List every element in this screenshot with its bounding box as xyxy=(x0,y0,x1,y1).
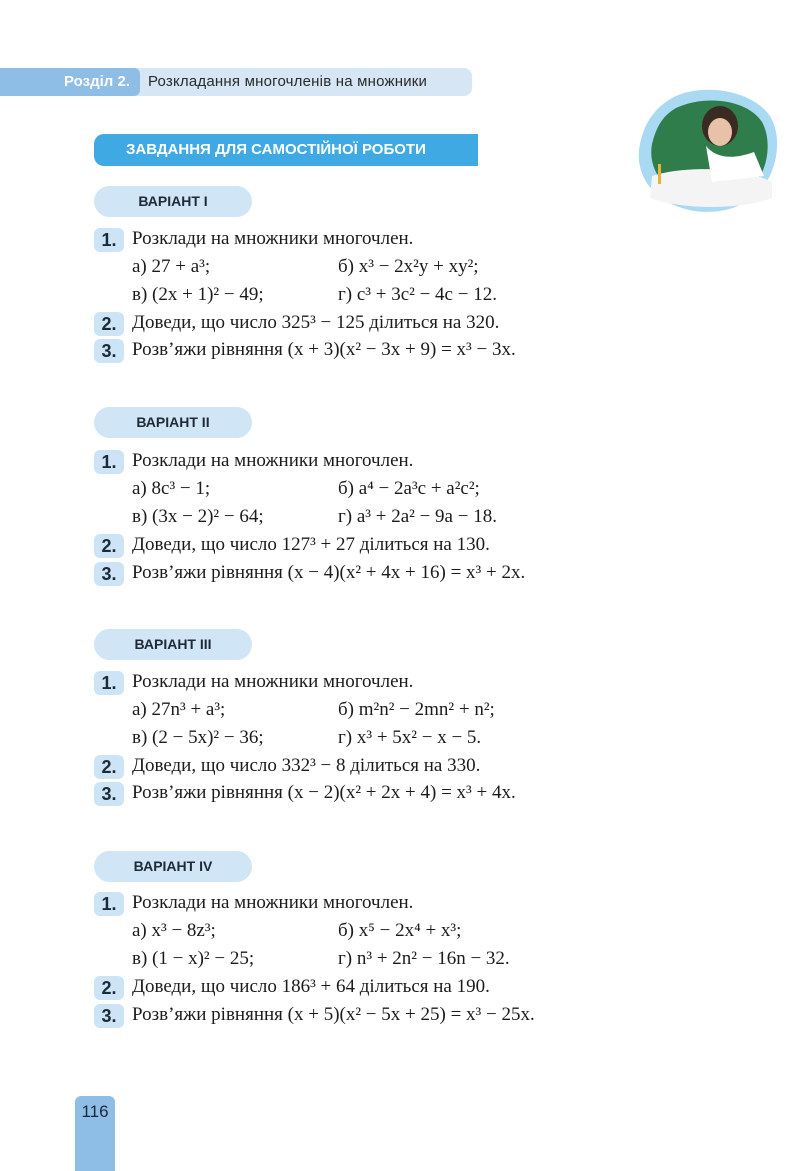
task-number: 3. xyxy=(94,1004,124,1028)
chapter-title: Розкладання многочленів на множники xyxy=(148,73,428,90)
subtask-b: б) x⁵ − 2x⁴ + x³; xyxy=(338,920,462,941)
subtask-a: а) 8c³ − 1; xyxy=(132,478,211,499)
task-text: Доведи, що число 127³ + 27 ділиться на 130. xyxy=(132,534,490,555)
task-text: Розклади на множники многочлен. xyxy=(132,892,414,913)
task-text: Розв’яжи рівняння (x + 3)(x² − 3x + 9) = x³ − 3x. xyxy=(132,339,516,360)
subtask-a: а) 27n³ + a³; xyxy=(132,699,226,720)
subtask-c: в) (2 − 5x)² − 36; xyxy=(132,727,264,748)
task-number: 3. xyxy=(94,339,124,363)
chapter-label: Розділ 2. xyxy=(0,68,140,96)
task-text: Розв’яжи рівняння (x − 4)(x² + 4x + 16) = x³ + 2x. xyxy=(132,562,526,583)
variant-label: ВАРІАНТ IV xyxy=(94,851,252,882)
subtask-d: г) a³ + 2a² − 9a − 18. xyxy=(338,506,497,527)
subtask-a: а) x³ − 8z³; xyxy=(132,920,216,941)
subtask-d: г) x³ + 5x² − x − 5. xyxy=(338,727,482,748)
task-text: Розклади на множники многочлен. xyxy=(132,671,414,692)
task-number: 1. xyxy=(94,228,124,252)
task-number: 3. xyxy=(94,562,124,586)
variant-label: ВАРІАНТ І xyxy=(94,186,252,217)
task-text: Доведи, що число 186³ + 64 ділиться на 190. xyxy=(132,976,490,997)
section-title: ЗАВДАННЯ ДЛЯ САМОСТІЙНОЇ РОБОТИ xyxy=(94,134,478,166)
page-number: 116 xyxy=(81,1102,109,1121)
task-text: Розклади на множники многочлен. xyxy=(132,450,414,471)
task-number: 2. xyxy=(94,534,124,558)
task-text: Розв’яжи рівняння (x + 5)(x² − 5x + 25) = x³ − 25x. xyxy=(132,1004,535,1025)
task-number: 3. xyxy=(94,782,124,806)
task-number: 1. xyxy=(94,671,124,695)
task-text: Розв’яжи рівняння (x − 2)(x² + 2x + 4) = x³ + 4x. xyxy=(132,782,516,803)
task-number: 2. xyxy=(94,755,124,779)
subtask-c: в) (2x + 1)² − 49; xyxy=(132,284,264,305)
task-number: 1. xyxy=(94,450,124,474)
task-text: Розклади на множники многочлен. xyxy=(132,228,414,249)
task-text: Доведи, що число 325³ − 125 ділиться на 320. xyxy=(132,312,500,333)
task-number: 1. xyxy=(94,892,124,916)
chapter-header xyxy=(0,68,472,96)
task-number: 2. xyxy=(94,976,124,1000)
subtask-b: б) x³ − 2x²y + xy²; xyxy=(338,256,479,277)
task-text: Доведи, що число 332³ − 8 ділиться на 330. xyxy=(132,755,481,776)
subtask-d: г) c³ + 3c² − 4c − 12. xyxy=(338,284,497,305)
task-number: 2. xyxy=(94,312,124,336)
variant-label: ВАРІАНТ ІІІ xyxy=(94,629,252,660)
subtask-c: в) (1 − x)² − 25; xyxy=(132,948,255,969)
subtask-b: б) m²n² − 2mn² + n²; xyxy=(338,699,495,720)
subtask-c: в) (3x − 2)² − 64; xyxy=(132,506,264,527)
student-photo xyxy=(632,86,780,216)
subtask-b: б) a⁴ − 2a³c + a²c²; xyxy=(338,478,480,499)
subtask-d: г) n³ + 2n² − 16n − 32. xyxy=(338,948,510,969)
variant-label: ВАРІАНТ ІІ xyxy=(94,407,252,438)
subtask-a: а) 27 + a³; xyxy=(132,256,211,277)
